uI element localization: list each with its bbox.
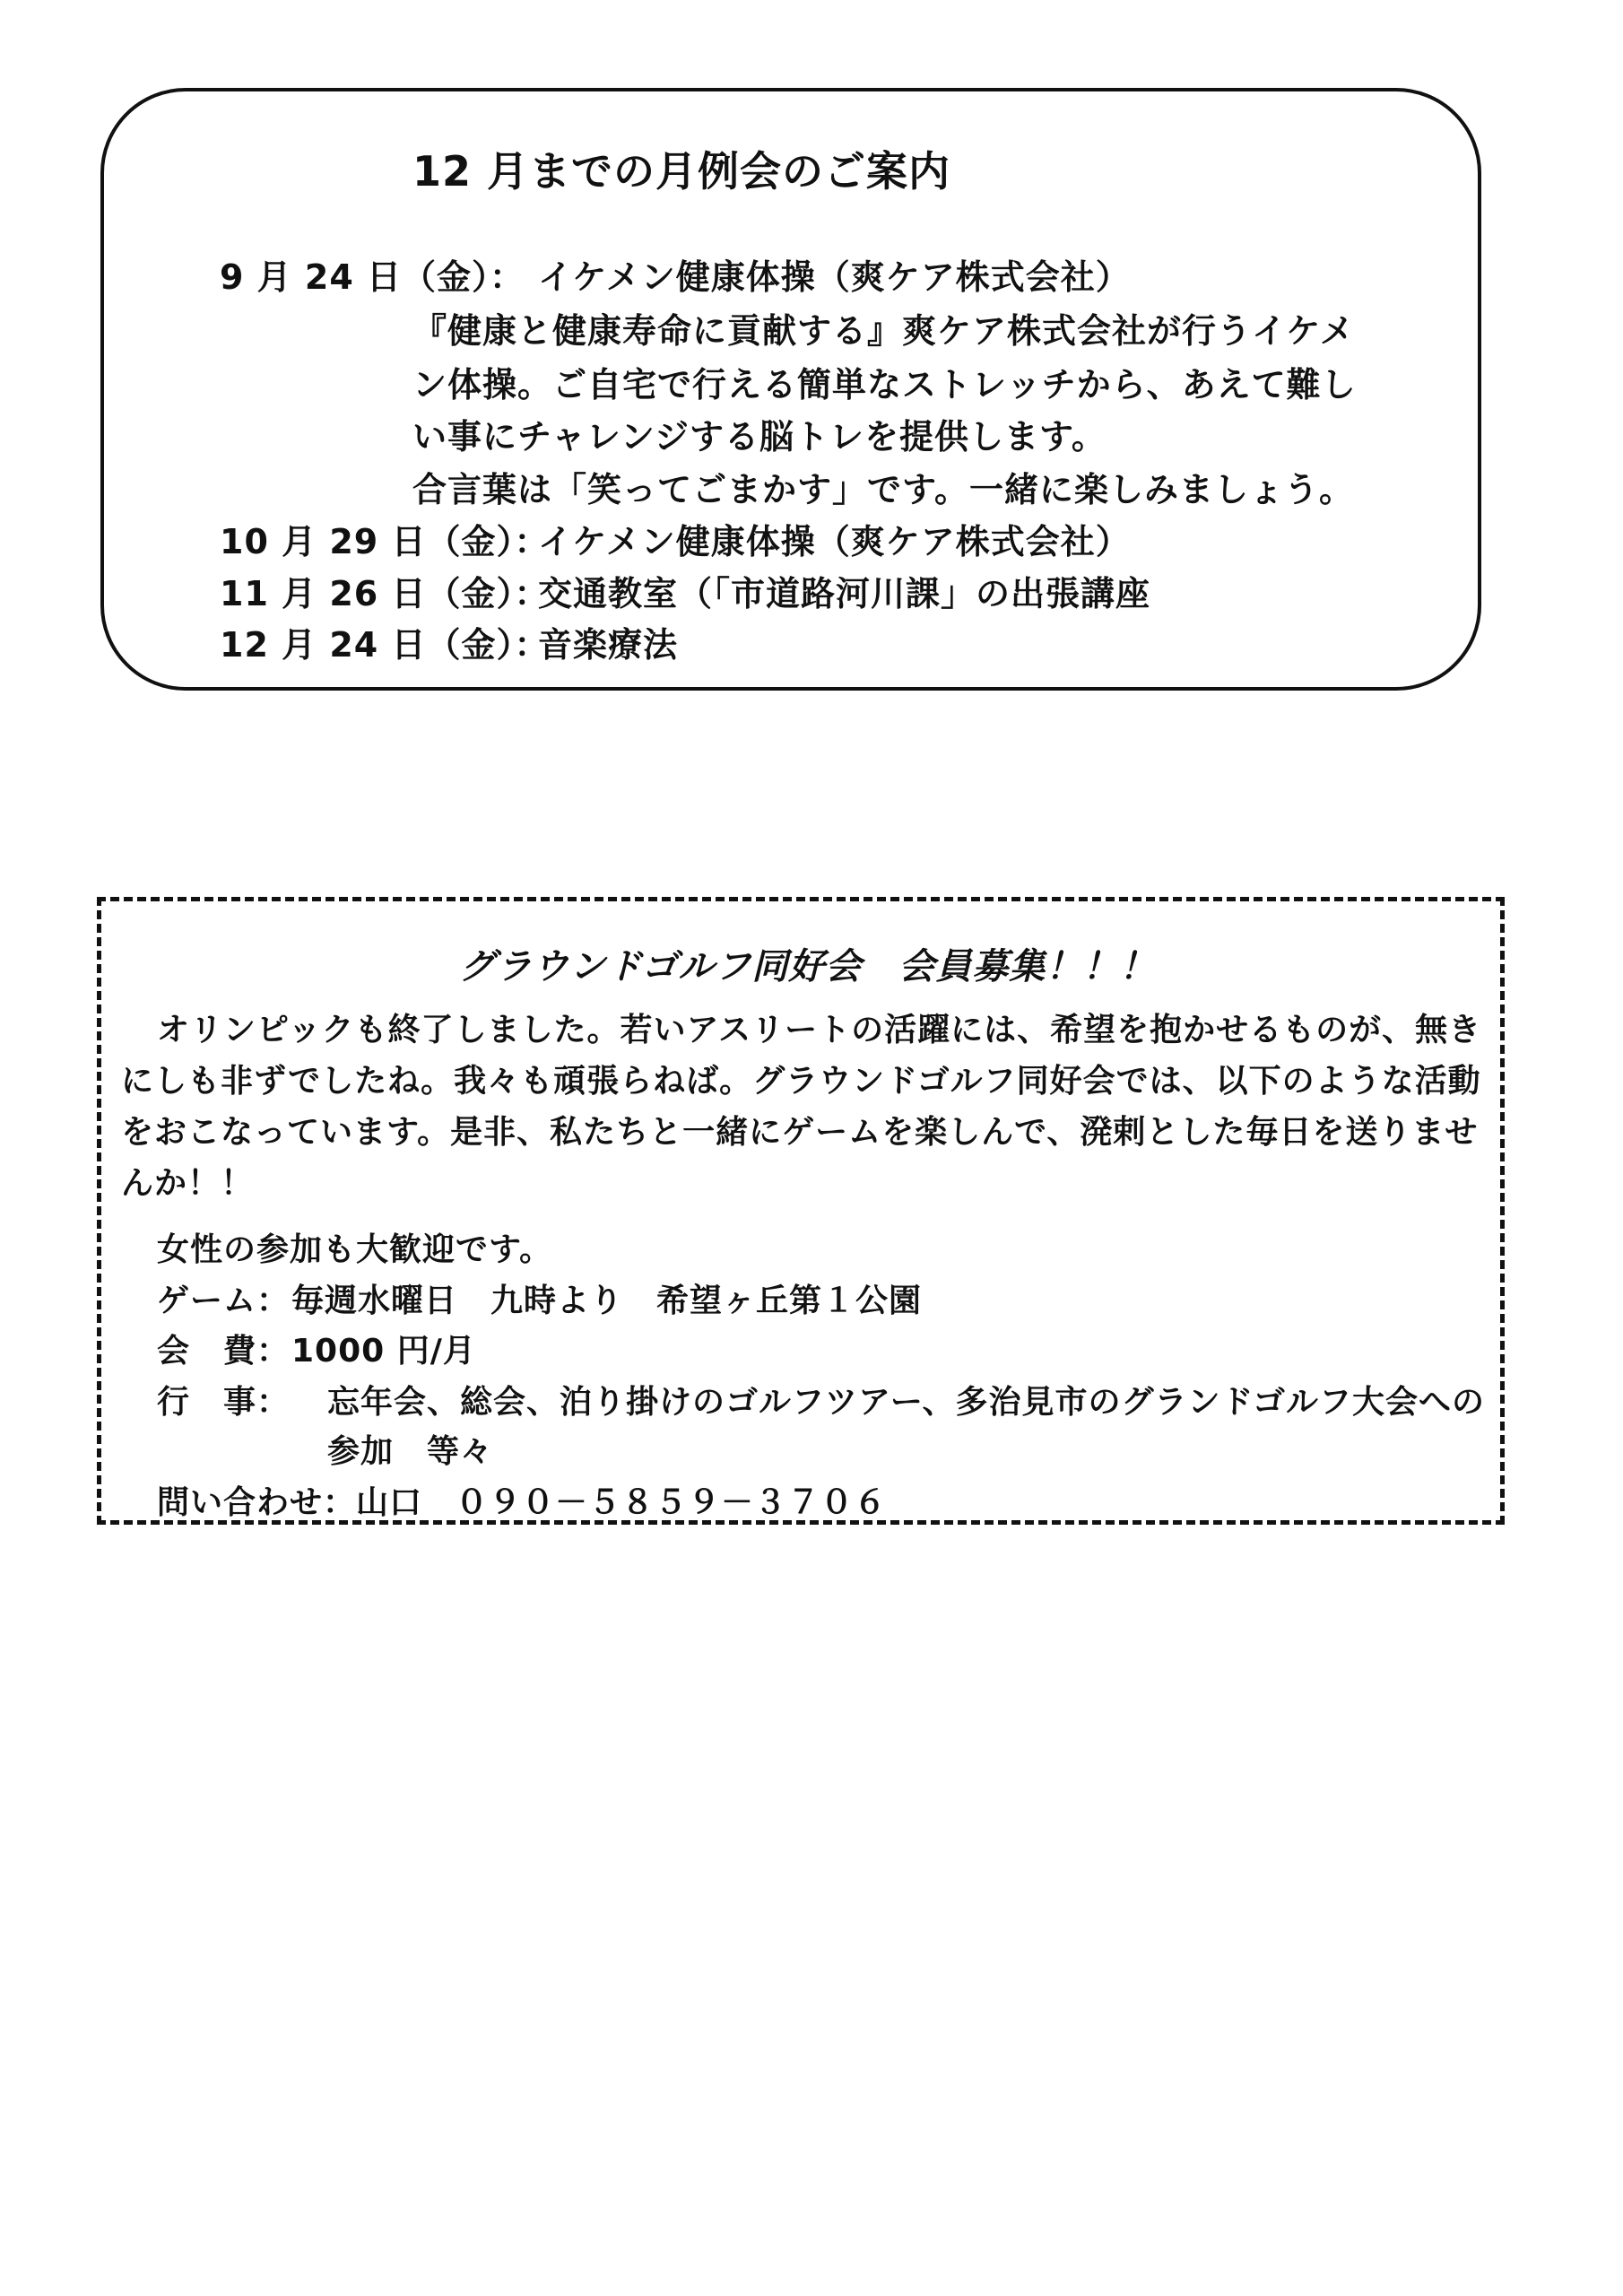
club-contact-row [157, 1477, 887, 1523]
contact-value: 山口 ０９０－５８５９－３７０６ [356, 1484, 888, 1521]
fee-value: 1000 円/月 [291, 1333, 476, 1370]
events-label: 行 事： [157, 1384, 291, 1421]
contact-label: 問い合わせ： [157, 1484, 357, 1521]
event-date: 12 月 24 日（金）： [220, 625, 550, 665]
events-value: 忘年会、総会、泊り掛けのゴルフツアー、多治見市のグランドゴルフ大会への [327, 1384, 1486, 1421]
event-text: 交通教室（「市道路河川課」の出張講座 [538, 574, 1151, 613]
club-events-row-continued: 参加 等々 [327, 1433, 494, 1470]
event-text: 音楽療法 [538, 625, 679, 665]
game-value: 毎週水曜日 九時より 希望ヶ丘第１公園 [291, 1283, 923, 1319]
club-title: グラウンドゴルフ同好会 会員募集！！！ [459, 946, 1157, 987]
event-description-line: 『健康と健康寿命に貢献する』爽ケア株式会社が行うイケメ [412, 311, 1355, 351]
club-intro: オリンピックも終了しました。若いアスリートの活躍には、希望を抱かせるものが、無きにしも非ずでしたね。我々も頑張らねば。グラウンドゴルフ同好会では、以下のような活動をおこなっています。是非、私たちと一緒にゲームを楽しんで、溌剌とした毎日を送りませんか！！ [121, 1012, 1482, 1202]
event-description-line: ン体操。ご自宅で行える簡単なストレッチから、あえて難し [412, 365, 1357, 404]
event-text: イケメン健康体操（爽ケア株式会社） [538, 522, 1131, 561]
event-description-line: い事にチャレンジする脳トレを提供します。 [412, 417, 1107, 457]
event-text: イケメン健康体操（爽ケア株式会社） [538, 257, 1131, 297]
club-events-row [157, 1377, 1485, 1422]
event-row [220, 257, 1131, 297]
event-date: 11 月 26 日（金）： [220, 574, 550, 613]
club-welcome: 女性の参加も大歓迎です。 [157, 1231, 553, 1268]
monthly-meeting-title: 12 月までの月例会のご案内 [412, 147, 951, 196]
event-row [220, 522, 1131, 561]
club-fee-row [157, 1326, 476, 1371]
club-recruitment-box [97, 897, 1505, 1525]
event-row [220, 574, 1151, 613]
game-label: ゲーム： [157, 1283, 291, 1319]
event-date: 10 月 29 日（金）： [220, 522, 550, 561]
event-row [220, 625, 679, 665]
event-date: 9 月 24 日（金）： [220, 257, 525, 297]
fee-label: 会 費： [157, 1333, 291, 1370]
club-game-row [157, 1275, 922, 1321]
event-description-line: 合言葉は「笑ってごまかす」です。一緒に楽しみましょう。 [412, 470, 1354, 509]
